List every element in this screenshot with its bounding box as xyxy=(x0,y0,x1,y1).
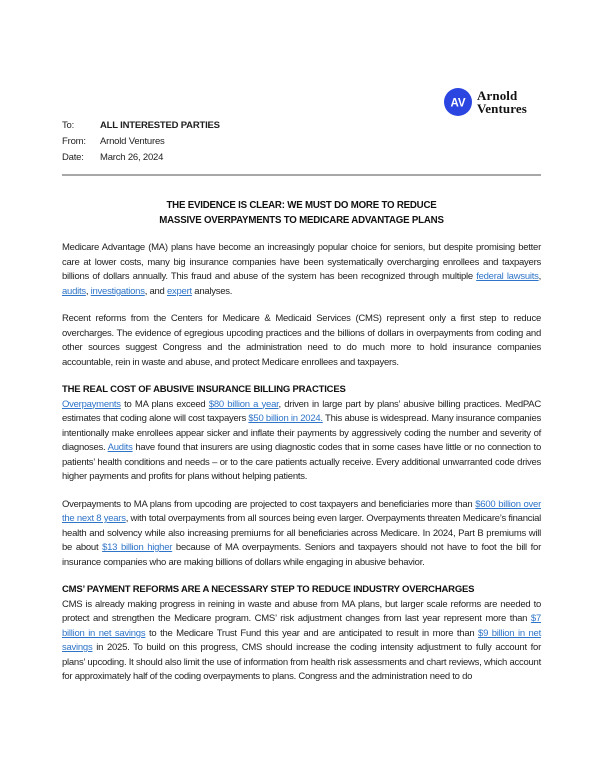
memo-label: From: xyxy=(62,136,86,147)
section-heading: CMS’ PAYMENT REFORMS ARE A NECESSARY STEP TO REDUCE INDUSTRY OVERCHARGES xyxy=(62,584,475,595)
paragraph-text: to MA plans exceed xyxy=(120,398,209,410)
paragraph xyxy=(62,241,541,299)
document-title-line-2: MASSIVE OVERPAYMENTS TO MEDICARE ADVANTAGE PLANS xyxy=(159,215,444,226)
inline-link[interactable]: $9 billion in net savings xyxy=(62,627,541,653)
paragraph-text: Medicare Advantage (MA) plans have become an increasingly popular choice for seniors, but despite promising better care at lower costs, many big insurance companies have been systematically overcharging enrollees and taxpayers billions of dollars annually. This fraud and abuse of the system has been recognized through multiple xyxy=(62,242,541,282)
inline-link[interactable]: federal lawsuits xyxy=(476,271,539,282)
paragraph-text: , driven in large part by plans’ abusive billing practices. MedPAC estimates that coding alone will cost taxpayers xyxy=(62,398,541,424)
paragraph-text: Recent reforms from the Centers for Medicare & Medicaid Services (CMS) represent only a first step to reduce overcharges. The evidence of egregious upcoding practices and the billions of dollars in overpayments from coding and other sources suggest Congress and the administration need to do much more to hold insurance companies accountable, rein in waste and abuse, and protect Medicare enrollees and taxpayers. xyxy=(62,313,541,368)
memo-value: ALL INTERESTED PARTIES xyxy=(100,120,220,131)
memo-value: Arnold Ventures xyxy=(100,136,165,147)
memo-value: March 26, 2024 xyxy=(100,152,164,163)
paragraph xyxy=(62,598,541,685)
logo-wordmark xyxy=(477,89,527,115)
logo-wordmark-line2: Ventures xyxy=(477,101,527,116)
paragraph-text: analyses. xyxy=(191,285,233,297)
memo-row-0 xyxy=(62,118,541,134)
paragraph xyxy=(62,312,541,370)
memo-row-2 xyxy=(62,150,541,166)
av-logo-icon xyxy=(444,88,472,116)
inline-link[interactable]: $80 billion a year xyxy=(208,398,279,410)
header-divider xyxy=(62,174,541,176)
inline-link[interactable]: expert xyxy=(166,285,192,297)
inline-link[interactable]: $7 billion in net savings xyxy=(62,613,541,639)
paragraph-text: This abuse is widespread. Many insurance companies intentionally make enrollees appear sicker and inflate their payments by aggressively coding the number and severity of diagnoses. xyxy=(62,413,541,453)
paragraph-text: in 2025. To build on this progress, CMS should increase the coding intensity adjustment to fully account for plans’ upcoding. It should also limit the use of information from health risk assessments and chart reviews, which account for approximately half of the coding overpayments to plans. Congress and the administration need to do xyxy=(62,642,541,682)
paragraph-text: CMS is already making progress in reining in waste and abuse from MA plans, but larger scale reforms are needed to protect and strengthen the Medicare program. CMS’ risk adjustment changes from last year represent more than xyxy=(62,598,541,624)
paragraph xyxy=(62,398,541,485)
memo-label: Date: xyxy=(62,152,84,163)
paragraph-text: to the Medicare Trust Fund this year and are anticipated to result in more than xyxy=(145,627,479,639)
memo-header xyxy=(62,118,541,166)
paragraph-text: have found that insurers are using diagnostic codes that in some cases have little or no connection to patients’ health conditions and needs – or to the care patients actually receive. Every additional unwarranted code drives higher payments and profits for plans without helping patients. xyxy=(62,442,541,482)
inline-link[interactable]: investigations xyxy=(90,285,145,297)
inline-link[interactable]: $13 billion higher xyxy=(102,542,173,553)
inline-link[interactable]: $600 billion over the next 8 years xyxy=(62,498,542,524)
inline-link[interactable]: Overpayments xyxy=(62,398,121,410)
arnold-ventures-logo xyxy=(444,88,527,116)
memo-row-1 xyxy=(62,134,541,150)
inline-link[interactable]: Audits xyxy=(107,442,133,453)
av-monogram: AV xyxy=(450,97,466,110)
document-content xyxy=(62,118,541,685)
paragraph-text: , xyxy=(538,271,542,282)
paragraph-text: , and xyxy=(144,285,167,297)
paragraph xyxy=(62,498,541,571)
section-heading: THE REAL COST OF ABUSIVE INSURANCE BILLING PRACTICES xyxy=(62,384,346,395)
document-title xyxy=(62,198,541,228)
logo-wordmark-line1: Arnold xyxy=(477,88,518,103)
paragraph-text: because of MA overpayments. Seniors and taxpayers should not have to foot the bill for insurance companies who are making billions of dollars while engaging in abusive behavior. xyxy=(62,542,541,568)
inline-link[interactable]: $50 billion in 2024. xyxy=(248,413,323,424)
paragraph-text: , xyxy=(85,285,91,297)
inline-link[interactable]: audits xyxy=(62,285,86,297)
document-body xyxy=(62,241,541,685)
document-title-line-1: THE EVIDENCE IS CLEAR: WE MUST DO MORE TO REDUCE xyxy=(166,200,437,211)
paragraph-text: Overpayments to MA plans from upcoding are projected to cost taxpayers and beneficiaries more than xyxy=(62,498,476,510)
memo-label: To: xyxy=(62,120,75,131)
paragraph-text: , with total overpayments from all sources being even larger. Overpayments threaten Medicare’s financial health and solvency while also increasing premiums for all beneficiaries across Medicare. In 2024, Part B premiums will be about xyxy=(62,513,541,553)
